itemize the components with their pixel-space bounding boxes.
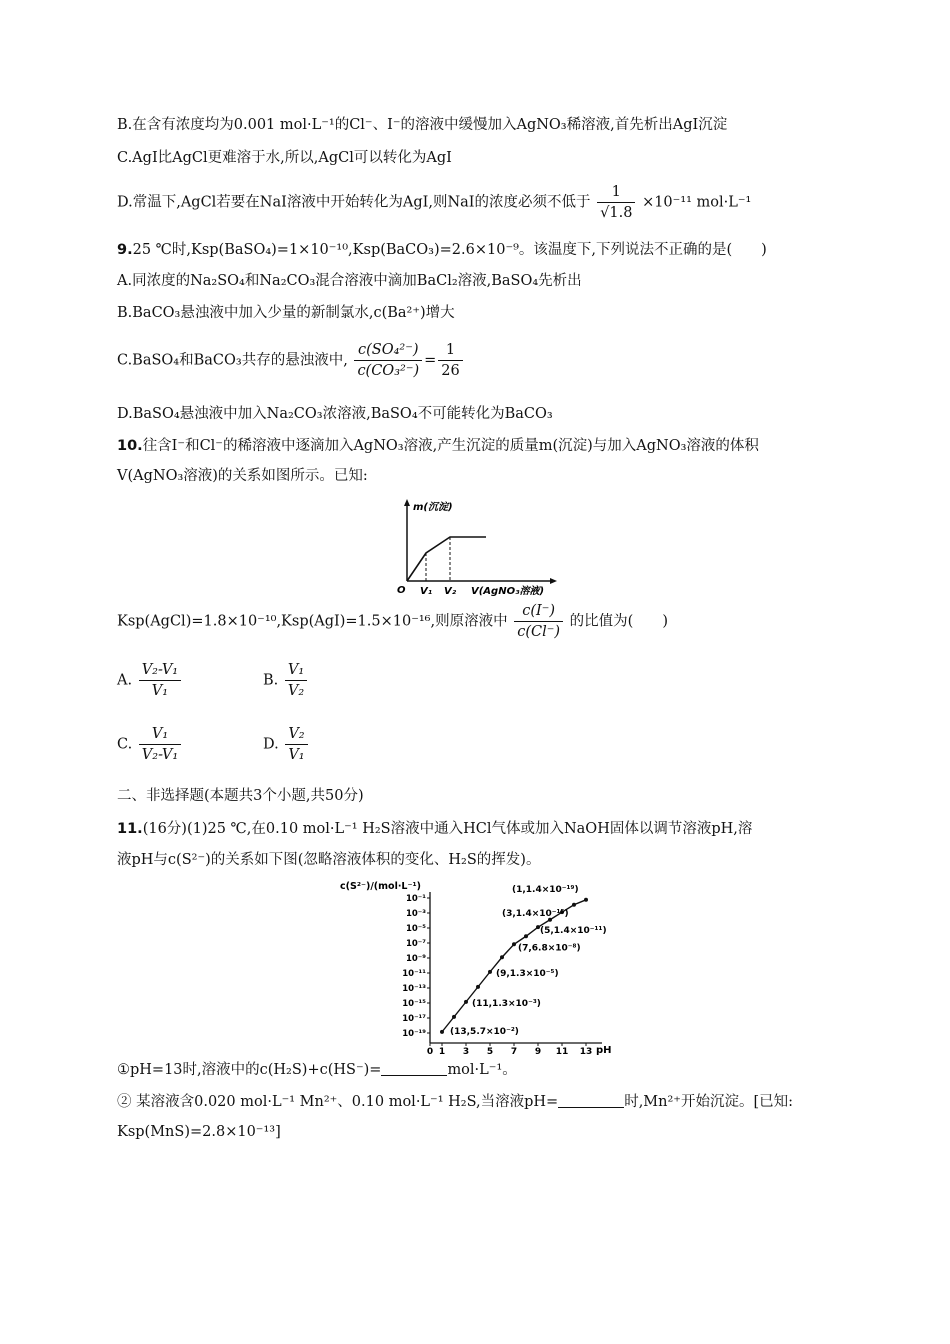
q9-option-c-fraction [354,340,422,381]
q11-part2-tail: 时,Mn²⁺开始沉淀。[已知: [624,1094,794,1110]
q9-option-c-text: C.BaSO₄和BaCO₃共存的悬浊液中, [117,352,348,369]
origin-label: O [397,585,406,596]
option-label: C. [117,736,133,753]
y-tick-label: 10⁻¹³ [402,984,426,994]
option-fraction [139,660,181,701]
q10-ksp-tail: 的比值为( ) [569,613,668,630]
fraction-numerator: V₂-V₁ [139,660,181,681]
q10-stem-line2: V(AgNO₃溶液)的关系如图所示。已知: [117,468,368,484]
answer-blank[interactable] [381,1061,447,1076]
fraction-denominator: c(Cl⁻) [517,624,561,640]
x-tick-label: 13 [579,1047,593,1056]
y-tick-label: 10⁻⁷ [405,939,426,949]
q11-part1-text: ①pH=13时,溶液中的c(H₂S)+c(HS⁻)= [117,1062,382,1078]
point-label: (7,6.8×10⁻⁸) [518,943,581,954]
q10-stem-text: 往含I⁻和Cl⁻的稀溶液中逐滴加入AgNO₃溶液,产生沉淀的质量m(沉淀)与加入AgNO₃溶液的体积 [142,438,759,454]
fraction-numerator: 1 [438,340,462,361]
q8-option-d [117,182,751,223]
x-tick-label: 3 [462,1047,470,1056]
data-point [584,898,588,902]
point-label: (9,1.3×10⁻⁵) [496,968,559,979]
fraction-numerator: V₁ [285,660,307,681]
q11-part1 [117,1060,517,1080]
q9-option-b: B.BaCO₃悬浊液中加入少量的新制氯水,c(Ba²⁺)增大 [117,305,455,321]
q10-option-b [263,660,309,701]
q10-ksp-text: Ksp(AgCl)=1.8×10⁻¹⁰,Ksp(AgI)=1.5×10⁻¹⁶,则原溶液中 [117,613,508,630]
option-fraction [285,724,307,765]
data-point [452,1015,456,1019]
data-point [440,1030,444,1034]
q10-ksp-line [117,601,668,642]
data-point [572,903,576,907]
y-tick-label: 10⁻¹ [405,894,426,904]
question-number: 11. [117,821,143,837]
y-axis-label: m(沉淀) [413,502,453,513]
x-tick-label: 5 [486,1047,494,1056]
option-label: A. [117,672,133,689]
q11-part2-text: ② 某溶液含0.020 mol·L⁻¹ Mn²⁺、0.10 mol·L⁻¹ H₂S,当溶液pH= [117,1094,559,1110]
x-tick-label: 9 [534,1047,542,1056]
q8-option-d-tail: ×10⁻¹¹ mol·L⁻¹ [642,194,752,211]
q8-option-c: C.AgI比AgCl更难溶于水,所以,AgCl可以转化为AgI [117,150,452,166]
fraction-numerator: c(SO₄²⁻) [354,340,422,361]
option-fraction [285,660,307,701]
y-tick-label: 10⁻³ [405,909,426,919]
fraction-denominator: V₂-V₁ [141,747,179,763]
y-tick-label: 10⁻¹¹ [402,969,426,979]
equals-sign: = [424,352,437,369]
option-fraction [139,724,181,765]
data-point [512,942,516,946]
v2-label: V₂ [444,586,457,597]
section-heading: 二、非选择题(本题共3个小题,共50分) [117,788,364,804]
data-point [488,970,492,974]
x-axis-arrow [550,578,557,584]
x-tick-label: 1 [438,1047,446,1056]
data-point [500,955,504,959]
fraction-denominator: V₁ [288,747,305,763]
point-label: (3,1.4×10⁻¹⁵) [502,909,569,920]
q10-option-c [117,724,183,765]
point-label: (5,1.4×10⁻¹¹) [540,926,607,937]
x-axis-label: V(AgNO₃溶液) [471,586,545,597]
y-tick-label: 10⁻⁹ [405,954,426,964]
q9-stem [117,240,767,260]
q11-part2-ksp: Ksp(MnS)=2.8×10⁻¹³] [117,1124,281,1140]
graph-line [407,537,486,581]
q10-option-a [117,660,183,701]
fraction-numerator: V₁ [139,724,181,745]
q11-part1-tail: mol·L⁻¹。 [447,1062,517,1078]
q10-ratio [514,601,563,642]
y-tick-label: 10⁻⁵ [405,924,426,934]
q9-option-c-ratio [438,340,462,381]
fraction-numerator: 1 [597,182,635,203]
option-label: D. [263,736,279,753]
v1-label: V₁ [420,586,433,597]
answer-blank[interactable] [558,1093,624,1108]
fraction-denominator: √1.8 [600,205,633,221]
q11-stem-line1 [117,819,752,839]
q8-option-d-text: D.常温下,AgCl若要在NaI溶液中开始转化为AgI,则NaI的浓度必须不低于 [117,194,591,211]
x-tick-label: 7 [510,1047,518,1056]
q10-graph [393,495,563,600]
q11-chart [340,878,620,1056]
data-point [524,934,528,938]
q9-stem-text: 25 ℃时,Ksp(BaSO₄)=1×10⁻¹⁰,Ksp(BaCO₃)=2.6×10⁻⁹。该温度下,下列说法不正确的是( ) [132,242,767,258]
q11-stem-line2: 液pH与c(S²⁻)的关系如下图(忽略溶液体积的变化、H₂S的挥发)。 [117,852,541,868]
q9-option-a: A.同浓度的Na₂SO₄和Na₂CO₃混合溶液中滴加BaCl₂溶液,BaSO₄先析出 [117,273,582,289]
fraction-denominator: c(CO₃²⁻) [357,363,420,379]
q11-part2 [117,1092,793,1112]
q10-option-d [263,724,310,765]
y-axis-label: c(S²⁻)/(mol·L⁻¹) [340,881,422,892]
fraction-denominator: V₂ [287,683,305,699]
fraction-numerator: V₂ [285,724,307,745]
option-label: B. [263,672,279,689]
q10-stem-line1 [117,436,759,456]
x-tick-label: 0 [426,1047,434,1056]
q9-option-c [117,340,465,381]
y-tick-label: 10⁻¹⁵ [402,999,426,1009]
point-label: (1,1.4×10⁻¹⁹) [512,884,579,895]
fraction-denominator: 26 [441,363,460,379]
point-label: (11,1.3×10⁻³) [472,998,541,1009]
y-tick-label: 10⁻¹⁹ [402,1029,426,1039]
q8-option-d-fraction [597,182,635,223]
x-tick-label: 11 [555,1047,569,1056]
x-axis-label: pH [596,1045,612,1056]
y-tick-label: 10⁻¹⁷ [402,1014,426,1024]
q11-stem-text: (16分)(1)25 ℃,在0.10 mol·L⁻¹ H₂S溶液中通入HCl气体或加入NaOH固体以调节溶液pH,溶 [142,821,753,837]
question-number: 9. [117,242,133,258]
y-axis-arrow [404,499,410,506]
series-line [442,900,586,1032]
question-number: 10. [117,438,143,454]
point-label: (13,5.7×10⁻²) [450,1026,519,1037]
data-point [464,1000,468,1004]
q9-option-d: D.BaSO₄悬浊液中加入Na₂CO₃浓溶液,BaSO₄不可能转化为BaCO₃ [117,406,553,422]
fraction-denominator: V₁ [151,683,169,699]
q8-option-b: B.在含有浓度均为0.001 mol·L⁻¹的Cl⁻、I⁻的溶液中缓慢加入AgNO₃稀溶液,首先析出AgI沉淀 [117,117,728,133]
fraction-numerator: c(I⁻) [514,601,563,622]
data-point [476,985,480,989]
